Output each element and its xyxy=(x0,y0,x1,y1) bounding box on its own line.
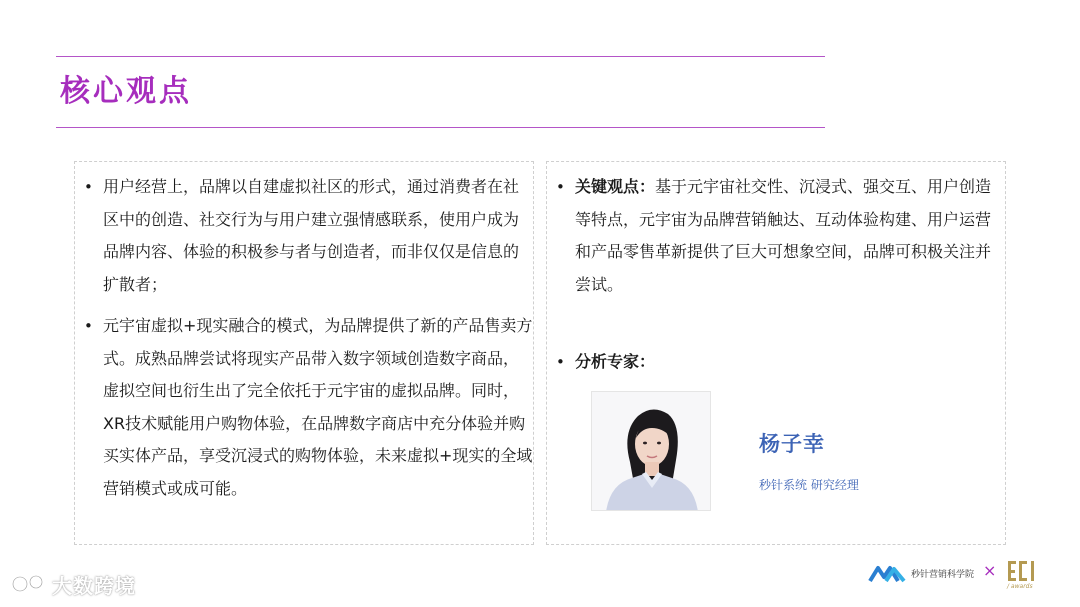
expert-photo xyxy=(591,391,711,511)
miaozhen-logo-icon xyxy=(868,563,908,585)
expert-title: 秒针系统 研究经理 xyxy=(759,478,859,492)
key-point-label: 关键观点： xyxy=(575,177,656,196)
footer-org-name: 秒针营销科学院 xyxy=(911,570,975,580)
expert-label: 分析专家： xyxy=(575,352,656,371)
bullet-user-operation: • 用户经营上，品牌以自建虚拟社区的形式，通过消费者在社区中的创造、社交行为与用户建立强情感联系，使用户成为品牌内容、体验的积极参与者与创造者，而非仅仅是信息的扩散者； xyxy=(103,171,533,301)
insight-panel-left xyxy=(74,161,534,545)
expert-name: 杨子幸 xyxy=(759,432,825,456)
watermark-label: 大数跨境 xyxy=(52,574,136,598)
award-subtitle: / awards xyxy=(1007,583,1033,590)
bullet-expert xyxy=(575,346,995,379)
bullet-key-point xyxy=(575,171,995,301)
insight-panel-right xyxy=(546,161,1006,545)
key-point-text: 基于元宇宙社交性、沉浸式、强交互、用户创造等特点，元宇宙为品牌营销触达、互动体验构建、用户运营和产品零售革新提供了巨大可想象空间，品牌可积极关注并尝试。 xyxy=(575,177,992,294)
title-rule-top xyxy=(56,56,825,57)
footer-separator: × xyxy=(983,561,997,580)
page-title: 核心观点 xyxy=(60,74,192,109)
bullet-virtual-reality-retail: • 元宇宙虚拟+现实融合的模式，为品牌提供了新的产品售卖方式。成熟品牌尝试将现实产品带入数字领域创造数字商品，虚拟空间也衍生出了完全依托于元宇宙的虚拟品牌。同时，XR技术赋能用户购物体验，在品牌数字商店中充分体验并购买实体产品，享受沉浸式的购物体验，未来虚拟+现实的全域营销模式或成可能。 xyxy=(103,310,533,505)
watermark-text xyxy=(10,570,136,599)
title-rule-bottom xyxy=(56,127,825,128)
